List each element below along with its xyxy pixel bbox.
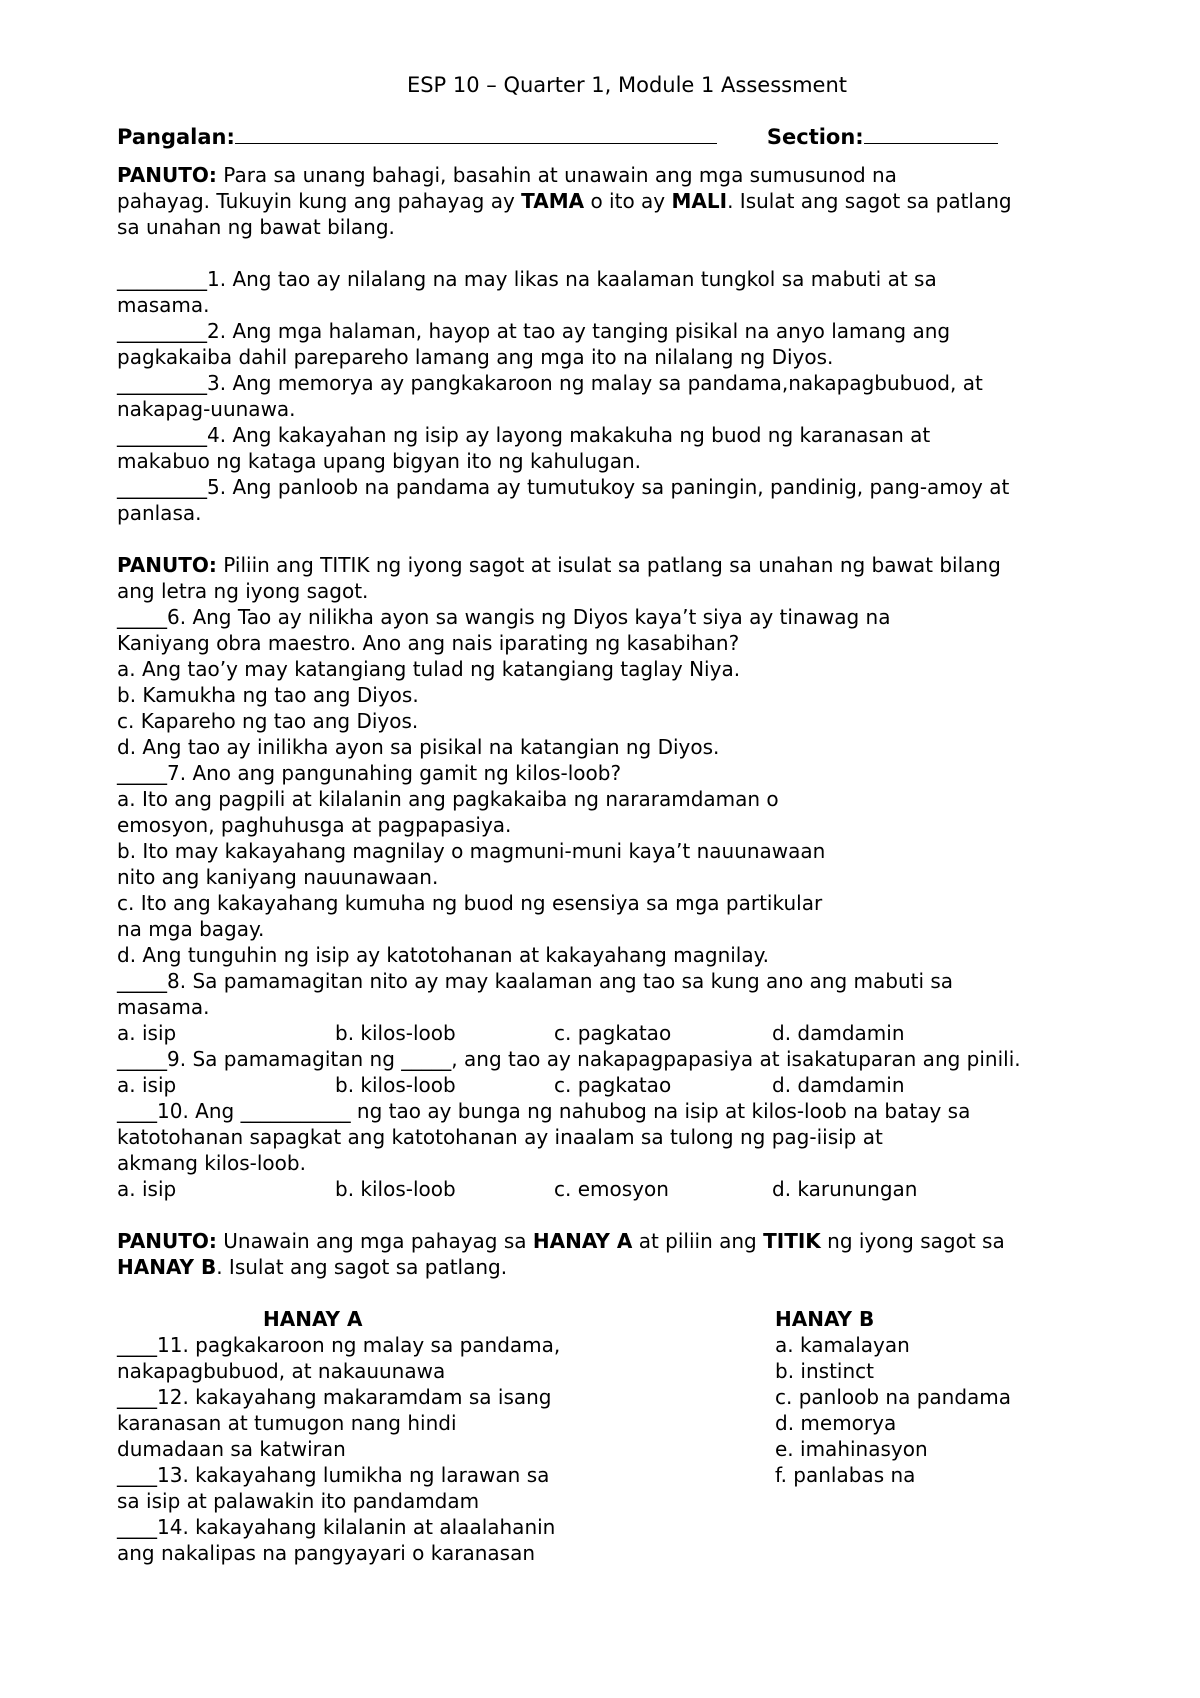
answer-blank[interactable]: _________	[117, 423, 207, 447]
part1-instr-label: PANUTO:	[117, 163, 217, 187]
choice-b: b. Ito may kakayahang magnilay o magmuni-muni kaya’t nauunawaan	[117, 839, 826, 863]
question-7	[117, 760, 1127, 968]
answer-blank[interactable]: ____	[117, 1333, 157, 1357]
question-text: 7. Ano ang pangunahing gamit ng kilos-loob?	[167, 761, 622, 785]
choice-c: c. pagkatao	[554, 1021, 672, 1045]
part2-instr-text: ang letra ng iyong sagot.	[117, 579, 369, 603]
question-text: nakapagbubuod, at nakauunawa	[117, 1359, 446, 1383]
part2-instr-text: Piliin ang TITIK ng iyong sagot at isulat sa patlang sa unahan ng bawat bilang	[216, 553, 1001, 577]
tama-keyword: TAMA	[521, 189, 585, 213]
part3-instructions	[117, 1228, 1127, 1280]
choice-b: b. Kamukha ng tao ang Diyos.	[117, 683, 419, 707]
question-text: 2. Ang mga halaman, hayop at tao ay tanging pisikal na anyo lamang ang	[207, 319, 951, 343]
answer-blank[interactable]: _____	[117, 969, 167, 993]
choices-row	[117, 1020, 1127, 1046]
hanay-a-keyword: HANAY A	[532, 1229, 633, 1253]
name-field[interactable]	[235, 125, 717, 144]
choice-c: c. pagkatao	[554, 1073, 672, 1097]
choice-c: c. Kapareho ng tao ang Diyos.	[117, 709, 419, 733]
question-text: 14. kakayahang kilalanin at alaalahanin	[157, 1515, 556, 1539]
question-text: 12. kakayahang makaramdam sa isang	[157, 1385, 552, 1409]
choice-a: a. isip	[117, 1073, 177, 1097]
answer-blank[interactable]: _____	[117, 605, 167, 629]
question-4	[117, 422, 1127, 474]
part3-instr-label: PANUTO:	[117, 1229, 217, 1253]
question-text: 9. Sa pamamagitan ng	[167, 1047, 402, 1071]
page-title: ESP 10 – Quarter 1, Module 1 Assessment	[406, 73, 848, 97]
choice-a: emosyon, paghuhusga at pagpapasiya.	[117, 813, 512, 837]
choice-b: b. kilos-loob	[335, 1073, 456, 1097]
question-text: pagkakaiba dahil parepareho lamang ang mga ito na nilalang ng Diyos.	[117, 345, 834, 369]
part1-instr-text: Para sa unang bahagi, basahin at unawain ang mga sumusunod na	[216, 163, 897, 187]
choice-d: d. damdamin	[772, 1073, 905, 1097]
part1-instr-text: . Isulat ang sagot sa patlang	[727, 189, 1012, 213]
fill-in-blank: ___________	[240, 1099, 351, 1123]
hanay-a-header: HANAY A	[263, 1307, 363, 1331]
choice-c: na mga bagay.	[117, 917, 265, 941]
choice-c: c. emosyon	[554, 1177, 669, 1201]
answer-blank[interactable]: ____	[117, 1385, 157, 1409]
name-label: Pangalan:	[117, 125, 235, 149]
choice-a: a. isip	[117, 1021, 177, 1045]
choice-d: d. karunungan	[772, 1177, 918, 1201]
part1-items	[117, 266, 1127, 526]
answer-blank[interactable]: _____	[117, 1047, 167, 1071]
part3-instr-text: at piliin ang	[632, 1229, 764, 1253]
part3-instr-text: Unawain ang mga pahayag sa	[216, 1229, 533, 1253]
question-3	[117, 370, 1127, 422]
part1-instr-text: sa unahan ng bawat bilang.	[117, 215, 395, 239]
question-text: karanasan at tumugon nang hindi	[117, 1411, 457, 1435]
section-field[interactable]	[864, 125, 998, 144]
hanay-b-option: f. panlabas na	[775, 1463, 916, 1487]
question-text: sa isip at palawakin ito pandamdam	[117, 1489, 480, 1513]
answer-blank[interactable]: ____	[117, 1515, 157, 1539]
question-text: panlasa.	[117, 501, 202, 525]
question-text: ng tao ay bunga ng nahubog na isip at kilos-loob na batay sa	[350, 1099, 971, 1123]
question-text: 3. Ang memorya ay pangkakaroon ng malay sa pandama,nakapagbubuod, at	[207, 371, 983, 395]
hanay-b-option: c. panloob na pandama	[775, 1385, 1012, 1409]
part2-instructions	[117, 552, 1127, 604]
hanay-b-column	[775, 1306, 1155, 1488]
question-14	[117, 1514, 677, 1566]
question-text: 11. pagkakaroon ng malay sa pandama,	[157, 1333, 561, 1357]
hanay-b-option: e. imahinasyon	[775, 1437, 928, 1461]
question-text: 5. Ang panloob na pandama ay tumutukoy sa paningin, pandinig, pang-amoy at	[207, 475, 1010, 499]
choice-d: d. damdamin	[772, 1021, 905, 1045]
question-text: 1. Ang tao ay nilalang na may likas na kaalaman tungkol sa mabuti at sa	[207, 267, 937, 291]
mali-keyword: MALI	[671, 189, 728, 213]
part1-instr-text: o ito ay	[584, 189, 672, 213]
question-12	[117, 1384, 677, 1462]
choices-row	[117, 1072, 1127, 1098]
choice-c: c. Ito ang kakayahang kumuha ng buod ng esensiya sa mga partikular	[117, 891, 823, 915]
answer-blank[interactable]: _________	[117, 267, 207, 291]
answer-blank[interactable]: _________	[117, 319, 207, 343]
choice-b: b. kilos-loob	[335, 1021, 456, 1045]
question-text: masama.	[117, 995, 210, 1019]
question-text: 10. Ang	[157, 1099, 241, 1123]
part2-instr-label: PANUTO:	[117, 553, 217, 577]
hanay-b-option: b. instinct	[775, 1359, 874, 1383]
question-13	[117, 1462, 677, 1514]
question-text: 8. Sa pamamagitan nito ay may kaalaman ang tao sa kung ano ang mabuti sa	[167, 969, 954, 993]
question-text: 13. kakayahang lumikha ng larawan sa	[157, 1463, 550, 1487]
question-text: , ang tao ay nakapagpapasiya at isakatuparan ang pinili.	[451, 1047, 1021, 1071]
choices-row	[117, 1176, 1127, 1202]
choice-a: a. Ang tao’y may katangiang tulad ng katangiang taglay Niya.	[117, 657, 741, 681]
question-text: 4. Ang kakayahan ng isip ay layong makakuha ng buod ng karanasan at	[207, 423, 931, 447]
question-1	[117, 266, 1127, 318]
hanay-b-option: d. memorya	[775, 1411, 897, 1435]
choice-a: a. isip	[117, 1177, 177, 1201]
part3-instr-text: . Isulat ang sagot sa patlang.	[216, 1255, 508, 1279]
hanay-b-header: HANAY B	[775, 1307, 875, 1331]
fill-in-blank: _____	[401, 1047, 452, 1071]
question-9	[117, 1046, 1127, 1098]
part1-instr-text: pahayag. Tukuyin kung ang pahayag ay	[117, 189, 522, 213]
question-text: makabuo ng kataga upang bigyan ito ng kahulugan.	[117, 449, 642, 473]
titik-keyword: TITIK	[763, 1229, 821, 1253]
question-text: nakapag-uunawa.	[117, 397, 296, 421]
part1-instructions	[117, 162, 1127, 240]
hanay-b-option: a. kamalayan	[775, 1333, 910, 1357]
name-section-bar	[117, 122, 1127, 152]
question-text: katotohanan sapagkat ang katotohanan ay inaalam sa tulong ng pag-iisip at	[117, 1125, 883, 1149]
question-text: masama.	[117, 293, 210, 317]
question-5	[117, 474, 1127, 526]
question-2	[117, 318, 1127, 370]
answer-blank[interactable]: ____	[117, 1099, 157, 1123]
question-8	[117, 968, 1127, 1046]
assessment-page	[117, 70, 1127, 1565]
choice-a: a. Ito ang pagpili at kilalanin ang pagkakaiba ng nararamdaman o	[117, 787, 779, 811]
choice-d: d. Ang tunguhin ng isip ay katotohanan at kakayahang magnilay.	[117, 943, 769, 967]
question-10	[117, 1098, 1127, 1202]
question-text: dumadaan sa katwiran	[117, 1437, 346, 1461]
section-label: Section:	[766, 125, 864, 149]
part3-instr-text: ng iyong sagot sa	[820, 1229, 1005, 1253]
hanay-b-keyword: HANAY B	[117, 1255, 217, 1279]
choice-d: d. Ang tao ay inilikha ayon sa pisikal na katangian ng Diyos.	[117, 735, 720, 759]
choice-b: nito ang kaniyang nauunawaan.	[117, 865, 439, 889]
question-text: Kaniyang obra maestro. Ano ang nais iparating ng kasabihan?	[117, 631, 740, 655]
hanay-a-column	[117, 1306, 677, 1566]
choice-b: b. kilos-loob	[335, 1177, 456, 1201]
question-text: akmang kilos-loob.	[117, 1151, 306, 1175]
answer-blank[interactable]: ____	[117, 1463, 157, 1487]
answer-blank[interactable]: _________	[117, 475, 207, 499]
question-6	[117, 604, 1127, 760]
answer-blank[interactable]: _____	[117, 761, 167, 785]
answer-blank[interactable]: _________	[117, 371, 207, 395]
question-text: 6. Ang Tao ay nilikha ayon sa wangis ng Diyos kaya’t siya ay tinawag na	[167, 605, 891, 629]
question-11	[117, 1332, 677, 1384]
question-text: ang nakalipas na pangyayari o karanasan	[117, 1541, 536, 1565]
